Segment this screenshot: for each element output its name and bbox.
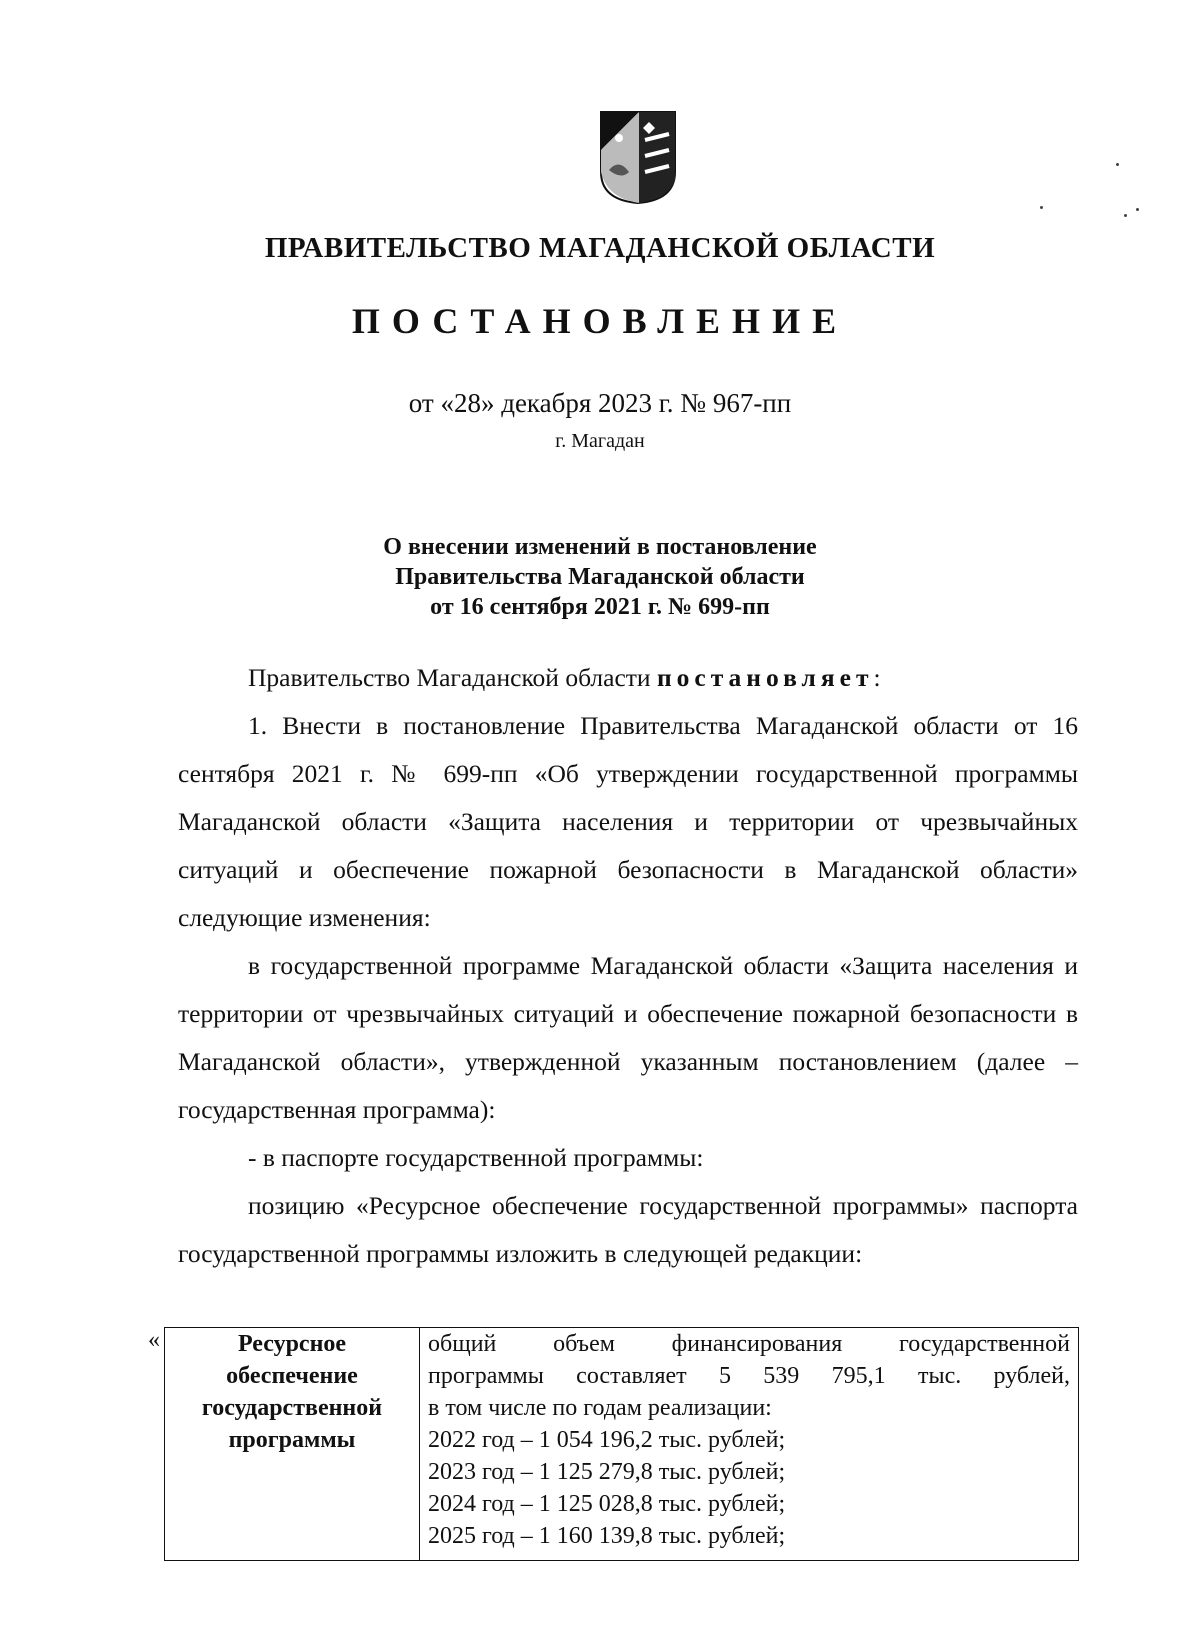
resolve-word: постановляет bbox=[656, 663, 874, 692]
paragraph-3: - в паспорте государственной программы: bbox=[248, 1143, 704, 1172]
paragraph-4: позицию «Ресурсное обеспечение государственной программы» паспорта государственной программы изложить в следующей редакции: bbox=[178, 1191, 1078, 1268]
resource-label-cell bbox=[165, 1328, 420, 1561]
label-line: государственной bbox=[201, 1395, 383, 1421]
paragraph-1: 1. Внести в постановление Правительства Магаданской области от 16 сентября 2021 г. № 699-пп «Об утверждении государственной программы Магаданской области «Защита населения и территории от чрезвычайных ситуаций и обеспечение пожарной безопасности в Магаданской области» следующие изменения: bbox=[178, 711, 1078, 932]
subject-line: Правительства Магаданской области bbox=[395, 564, 805, 590]
value-line: программы составляет 5 539 795,1 тыс. рублей, bbox=[428, 1363, 1070, 1389]
coat-of-arms-emblem bbox=[599, 110, 677, 205]
resolve-line bbox=[178, 654, 1078, 702]
decree-date-number: от «28» декабря 2023 г. № 967-пп bbox=[408, 388, 792, 418]
scan-speck bbox=[1136, 208, 1139, 211]
label-line: обеспечение bbox=[226, 1363, 358, 1389]
scan-speck bbox=[1040, 206, 1043, 209]
subject-line: О внесении изменений в постановление bbox=[383, 534, 817, 560]
table-row bbox=[165, 1328, 1079, 1561]
paragraph-2: в государственной программе Магаданской области «Защита населения и территории от чрезвычайных ситуаций и обеспечение пожарной безопасности в Магаданской области», утвержденной указанным постановлением (далее – государственная программа): bbox=[178, 951, 1078, 1124]
subject-line: от 16 сентября 2021 г. № 699-пп bbox=[430, 594, 770, 620]
label-line: программы bbox=[228, 1427, 356, 1453]
label-line: Ресурсное bbox=[237, 1331, 347, 1357]
resource-provision-table bbox=[164, 1327, 1079, 1561]
value-line: общий объем финансирования государственной bbox=[428, 1331, 1070, 1357]
year-line: 2025 год – 1 160 139,8 тыс. рублей; bbox=[428, 1523, 786, 1549]
decree-body bbox=[178, 654, 1078, 1278]
decree-subject bbox=[0, 532, 1200, 622]
value-line: в том числе по годам реализации: bbox=[428, 1395, 772, 1421]
resource-value-cell bbox=[420, 1328, 1079, 1561]
year-line: 2022 год – 1 054 196,2 тыс. рублей; bbox=[428, 1427, 786, 1453]
resolve-suffix: : bbox=[873, 663, 881, 692]
opening-quote: « bbox=[148, 1327, 160, 1353]
resolve-prefix: Правительство Магаданской области bbox=[248, 663, 651, 692]
scan-speck bbox=[1116, 163, 1119, 166]
document-type-title: ПОСТАНОВЛЕНИЕ bbox=[351, 301, 849, 341]
year-line: 2023 год – 1 125 279,8 тыс. рублей; bbox=[428, 1459, 786, 1485]
issue-city: г. Магадан bbox=[555, 430, 645, 452]
government-name: ПРАВИТЕЛЬСТВО МАГАДАНСКОЙ ОБЛАСТИ bbox=[264, 232, 936, 264]
year-line: 2024 год – 1 125 028,8 тыс. рублей; bbox=[428, 1491, 786, 1517]
scan-speck bbox=[1124, 214, 1127, 217]
